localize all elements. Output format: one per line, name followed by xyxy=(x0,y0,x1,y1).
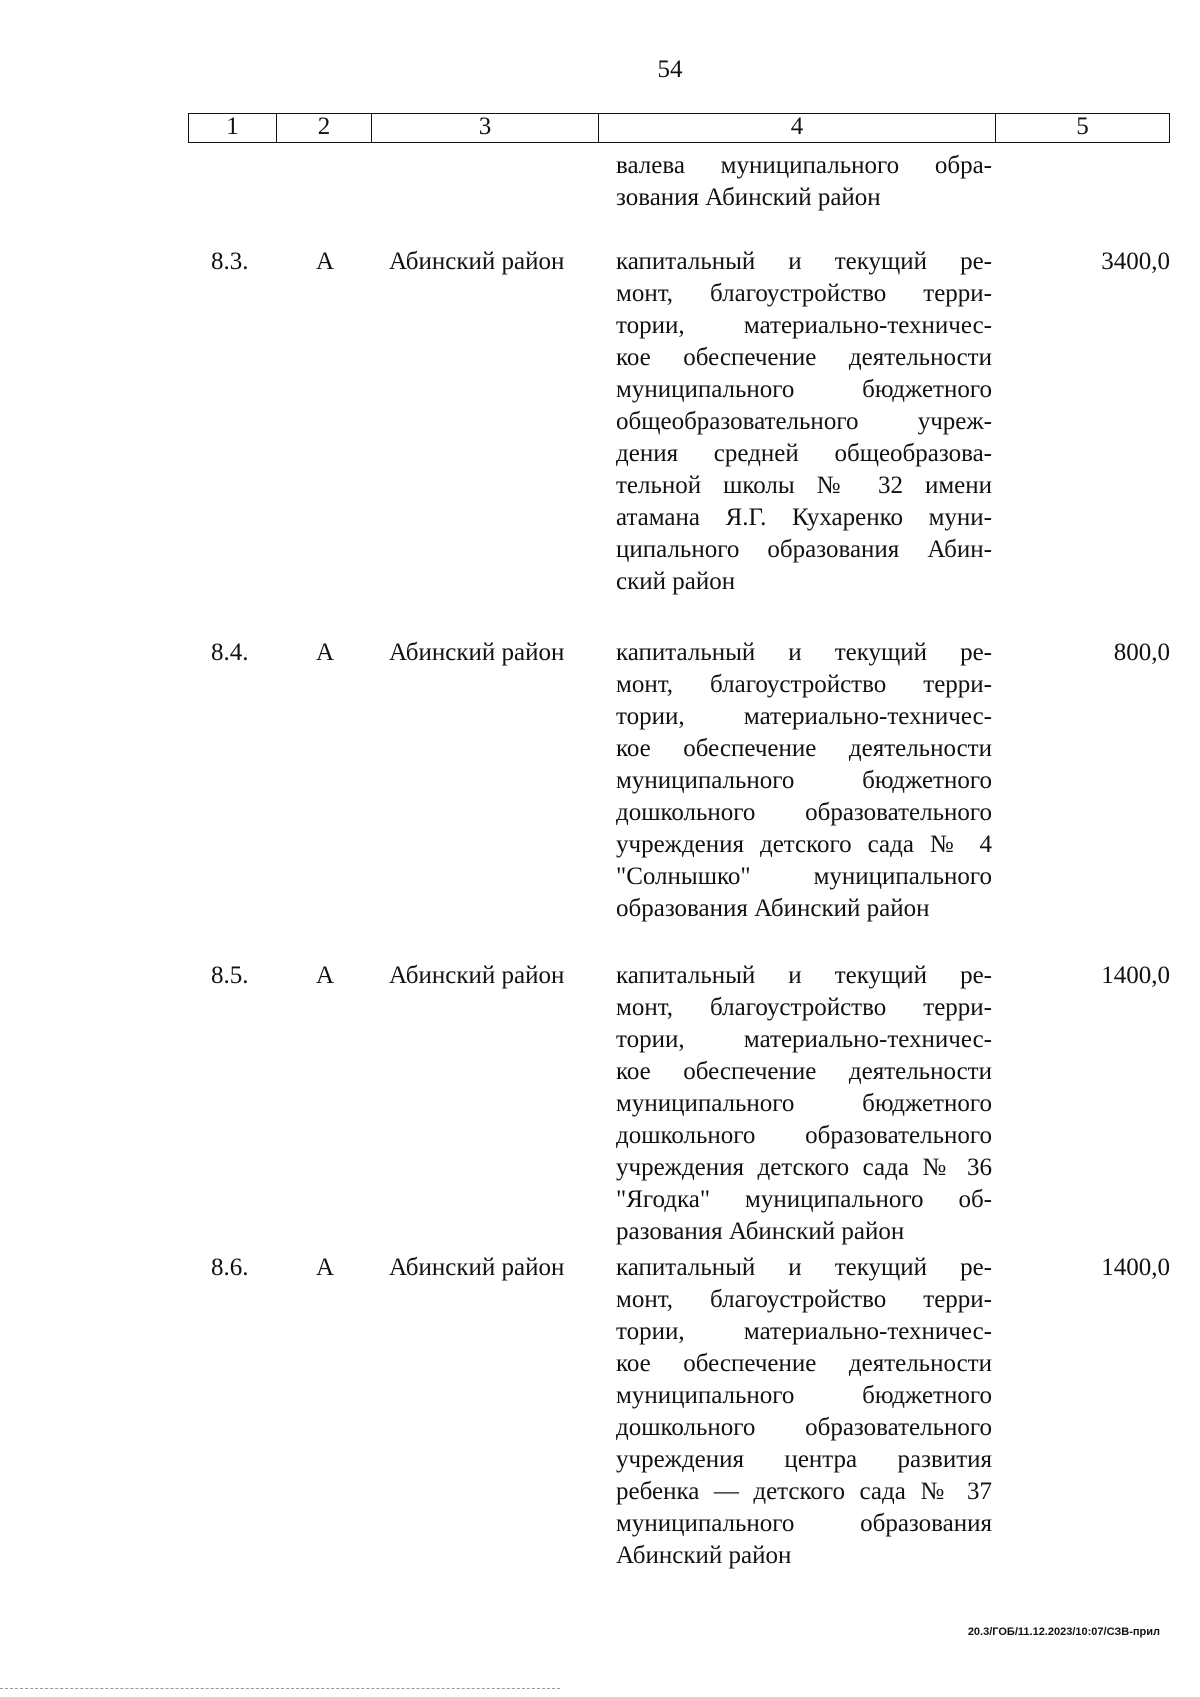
description-line: тории, материально-техничес- xyxy=(616,1318,992,1345)
row-amount: 1400,0 xyxy=(1101,1254,1170,1281)
description-line: учреждения детского сада № 36 xyxy=(616,1154,992,1181)
description-line: капитальный и текущий ре- xyxy=(616,248,992,275)
description-line: учреждения детского сада № 4 xyxy=(616,831,992,858)
row-category: А xyxy=(316,962,335,989)
row-category: А xyxy=(316,639,335,666)
description-line: капитальный и текущий ре- xyxy=(616,1254,992,1281)
description-line: муниципального бюджетного xyxy=(616,767,992,794)
header-cell-3: 3 xyxy=(372,114,599,142)
row-number: 8.3. xyxy=(211,248,249,275)
description-line: дошкольного образовательного xyxy=(616,1414,992,1441)
row-amount: 1400,0 xyxy=(1101,962,1170,989)
description-line: монт, благоустройство терри- xyxy=(616,994,992,1021)
description-line: ципального образования Абин- xyxy=(616,536,992,563)
row-category: А xyxy=(316,248,335,275)
description-line: "Ягодка" муниципального об- xyxy=(616,1186,992,1213)
page-number: 54 xyxy=(657,56,683,83)
description-line: тории, материально-техничес- xyxy=(616,703,992,730)
row-category: А xyxy=(316,1254,335,1281)
row-number: 8.4. xyxy=(211,639,249,666)
description-line: муниципального бюджетного xyxy=(616,1090,992,1117)
description-line: общеобразовательного учреж- xyxy=(616,408,992,435)
row-number: 8.6. xyxy=(211,1254,249,1281)
description-line: монт, благоустройство терри- xyxy=(616,280,992,307)
scan-edge-line xyxy=(0,1688,560,1689)
description-line: муниципального бюджетного xyxy=(616,1382,992,1409)
row-region: Абинский район xyxy=(389,962,565,989)
document-code: 20.3/ГОБ/11.12.2023/10:07/СЗВ-прил xyxy=(967,1626,1160,1638)
description-line: ребенка — детского сада № 37 xyxy=(616,1478,992,1505)
description-line: кое обеспечение деятельности xyxy=(616,1058,992,1085)
description-line: дошкольного образовательного xyxy=(616,799,992,826)
row-amount: 800,0 xyxy=(1113,639,1170,666)
description-line: "Солнышко" муниципального xyxy=(616,863,992,890)
header-cell-2: 2 xyxy=(277,114,372,142)
description-line: валева муниципального обра- xyxy=(616,152,992,179)
description-line: капитальный и текущий ре- xyxy=(616,962,992,989)
description-line: муниципального бюджетного xyxy=(616,376,992,403)
description-line: образования Абинский район xyxy=(616,895,930,922)
description-line: кое обеспечение деятельности xyxy=(616,344,992,371)
header-cell-4: 4 xyxy=(599,114,996,142)
row-region: Абинский район xyxy=(389,1254,565,1281)
description-line: капитальный и текущий ре- xyxy=(616,639,992,666)
description-line: зования Абинский район xyxy=(616,184,881,211)
description-line: Абинский район xyxy=(616,1542,792,1569)
description-line: тории, материально-техничес- xyxy=(616,312,992,339)
description-line: ский район xyxy=(616,568,736,595)
description-line: атамана Я.Г. Кухаренко муни- xyxy=(616,504,992,531)
row-region: Абинский район xyxy=(389,248,565,275)
table-header-row xyxy=(188,113,1170,143)
description-line: учреждения центра развития xyxy=(616,1446,992,1473)
header-cell-1: 1 xyxy=(189,114,277,142)
description-line: кое обеспечение деятельности xyxy=(616,1350,992,1377)
description-line: разования Абинский район xyxy=(616,1218,905,1245)
description-line: монт, благоустройство терри- xyxy=(616,671,992,698)
description-line: дошкольного образовательного xyxy=(616,1122,992,1149)
description-line: муниципального образования xyxy=(616,1510,992,1537)
row-number: 8.5. xyxy=(211,962,249,989)
description-line: тельной школы № 32 имени xyxy=(616,472,992,499)
description-line: дения средней общеобразова- xyxy=(616,440,992,467)
description-line: кое обеспечение деятельности xyxy=(616,735,992,762)
row-amount: 3400,0 xyxy=(1101,248,1170,275)
description-line: монт, благоустройство терри- xyxy=(616,1286,992,1313)
header-cell-5: 5 xyxy=(1076,113,1089,140)
row-region: Абинский район xyxy=(389,639,565,666)
description-line: тории, материально-техничес- xyxy=(616,1026,992,1053)
